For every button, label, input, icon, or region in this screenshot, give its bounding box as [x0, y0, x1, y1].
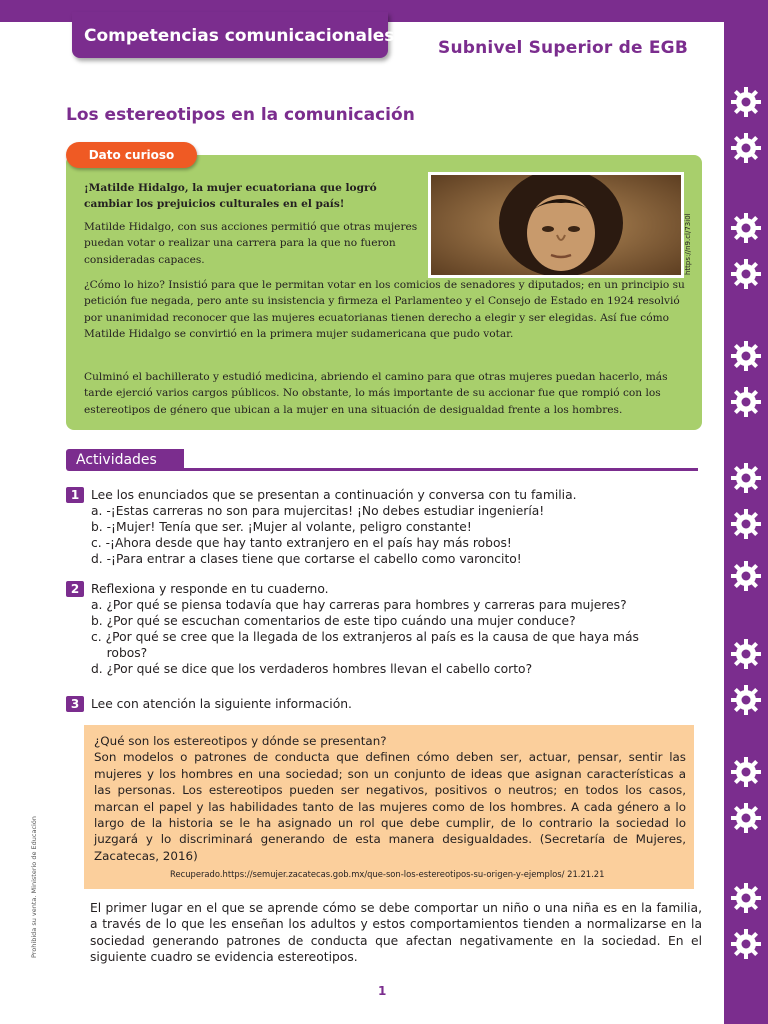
dato-curioso-headline: ¡Matilde Hidalgo, la mujer ecuatoriana que logró cambiar los prejuicios culturales en el país!	[84, 182, 377, 211]
gear-icon	[730, 508, 762, 540]
activity-2-item-c: c. ¿Por qué se cree que la llegada de los extranjeros al país es la causa de que haya más	[91, 630, 639, 644]
level-title: Subnivel Superior de EGB	[438, 38, 688, 58]
activity-2-item-a: a. ¿Por qué se piensa todavía que hay carreras para hombres y carreras para mujeres?	[91, 598, 627, 612]
matilde-hidalgo-photo	[428, 172, 684, 278]
activity-2-item-b: b. ¿Por qué se escuchan comentarios de este tipo cuándo una mujer conduce?	[91, 614, 576, 628]
gear-icon	[730, 258, 762, 290]
gear-icon	[730, 560, 762, 592]
dato-curioso-paragraph-1: Matilde Hidalgo, con sus acciones permitió que otras mujeres puedan votar o realizar una carrera para la que no fueron consideradas capaces.	[84, 221, 418, 266]
gear-icon	[730, 638, 762, 670]
gear-icon	[730, 340, 762, 372]
activity-1-number: 1	[66, 487, 84, 503]
gear-icon	[730, 386, 762, 418]
info-box-body: Son modelos o patrones de conducta que definen cómo deben ser, actuar, pensar, sentir las mujeres y los hombres en una sociedad; son un conjunto de ideas que asignan características a las personas. Los estereotipos pueden ser negativos, positivos o neutros; en todos los casos, marcan el papel y las habilidades tanto de las mujeres como de los hombres. A cada género a lo largo de la historia se le ha asignado un rol que debe cumplir, de lo contrario la sociedad lo juzgará y lo discriminará generando de esta manera desigualdades. (Secretaría de Mujeres, Zacatecas, 2016)	[94, 750, 686, 863]
activity-1-intro: Lee los enunciados que se presentan a continuación y conversa con tu familia.	[91, 488, 577, 502]
activity-3-number: 3	[66, 696, 84, 712]
page-title: Los estereotipos en la comunicación	[66, 105, 415, 125]
gear-icon	[730, 212, 762, 244]
activity-1-item-b: b. -¡Mujer! Tenía que ser. ¡Mujer al volante, peligro constante!	[91, 520, 472, 534]
header-title: Competencias comunicacionales	[84, 26, 395, 46]
activity-2-intro: Reflexiona y responde en tu cuaderno.	[91, 582, 329, 596]
gear-icon	[730, 756, 762, 788]
activity-2-number: 2	[66, 581, 84, 597]
side-note: Prohibida su venta. Ministerio de Educación	[30, 816, 38, 958]
gear-icon	[730, 882, 762, 914]
activity-1-item-a: a. -¡Estas carreras no son para mujercitas! ¡No debes estudiar ingeniería!	[91, 504, 545, 518]
dato-curioso-label: Dato curioso	[66, 142, 197, 168]
gear-icon	[730, 928, 762, 960]
info-box-text	[94, 733, 686, 864]
info-box-question: ¿Qué son los estereotipos y dónde se presentan?	[94, 734, 387, 748]
info-box-source: Recuperado.https://semujer.zacatecas.gob.mx/que-son-los-estereotipos-su-origen-y-ejemplos/ 21.21.21	[170, 869, 605, 879]
gear-icon	[730, 132, 762, 164]
activities-rule	[184, 468, 698, 471]
activity-3-intro: Lee con atención la siguiente información.	[91, 697, 352, 711]
activity-2-item-c-cont: robos?	[91, 646, 148, 660]
activity-1-item-c: c. -¡Ahora desde que hay tanto extranjero en el país hay más robos!	[91, 536, 512, 550]
gear-icon	[730, 684, 762, 716]
final-paragraph: El primer lugar en el que se aprende cómo se debe comportar un niño o una niña es en la familia, a través de lo que les enseñan los adultos y estos comportamientos tienden a normalizarse en la sociedad generando patrones de conducta que afectan negativamente en la sociedad. En el siguiente cuadro se evidencia estereotipos.	[90, 901, 702, 964]
dato-curioso-paragraph-3: Culminó el bachillerato y estudió medicina, abriendo el camino para que otras mujeres puedan hacerlo, más tarde ejerció varios cargos públicos. No obstante, lo más importante de su accionar fue que rompió con los estereotipos de género que ubican a la mujer en una situación de desigualdad frente a los hombres.	[84, 371, 668, 416]
dato-curioso-paragraph-2: ¿Cómo lo hizo? Insistió para que le permitan votar en los comicios de senadores y diputados; en un principio su petición fue negada, pero ante su insistencia y firmeza el Parlamenteo y el Consejo de Estado en 1924 resolvió por unanimidad reconocer que las mujeres ecuatorianas tienen derecho a elegir y ser elegidas. Así fue cómo Matilde Hidalgo se convirtió en la primera mujer sudamericana que pudo votar.	[84, 279, 685, 341]
activity-2-item-d: d. ¿Por qué se dice que los verdaderos hombres llevan el cabello corto?	[91, 662, 533, 676]
activities-label: Actividades	[66, 449, 184, 471]
page-number: 1	[378, 984, 387, 998]
gear-icon	[730, 86, 762, 118]
photo-credit: https://n9.cl/73i0l	[684, 213, 692, 275]
activity-1-item-d: d. -¡Para entrar a clases tiene que cortarse el cabello como varoncito!	[91, 552, 522, 566]
gear-icon	[730, 462, 762, 494]
gear-icon	[730, 802, 762, 834]
